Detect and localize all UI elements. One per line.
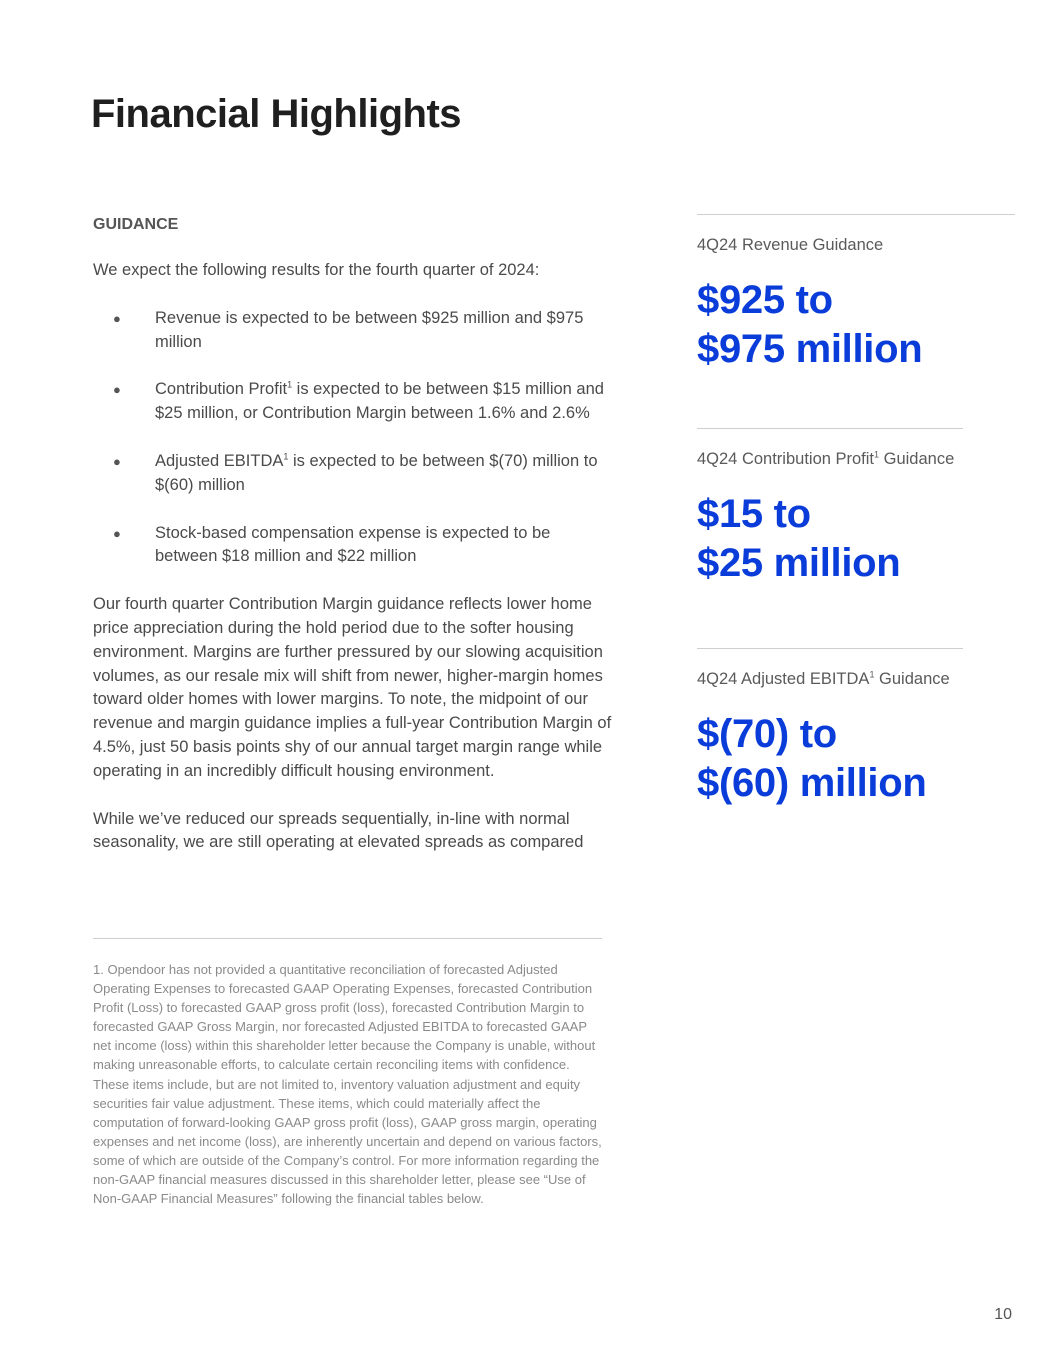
list-item <box>93 378 613 426</box>
kpi-value-line2: $(60) million <box>697 761 927 805</box>
kpi-contribution-profit <box>697 428 1027 588</box>
kpi-label-text: 4Q24 Adjusted EBITDA <box>697 670 870 688</box>
kpi-value <box>697 490 1027 588</box>
list-item-text: Adjusted EBITDA <box>155 451 284 470</box>
guidance-list <box>93 307 613 569</box>
footnote-ref: 1 <box>869 669 875 680</box>
bullet-icon: ● <box>113 382 121 398</box>
kpi-value-line2: $25 million <box>697 541 901 585</box>
list-item <box>93 307 613 355</box>
footnote-ref: 1 <box>287 379 293 390</box>
list-item <box>93 522 613 570</box>
footnote-ref: 1 <box>283 451 289 462</box>
kpi-label <box>697 668 1027 690</box>
kpi-label-suffix: Guidance <box>879 450 955 468</box>
footnote: 1. Opendoor has not provided a quantitative reconciliation of forecasted Adjusted Operating Expenses to forecasted GAAP Operating Expenses, forecasted Contribution Profit (Loss) to forecasted GAAP gross profit (loss), forecasted Contribution Margin to forecasted GAAP Gross Margin, nor forecasted Adjusted EBITDA to forecasted GAAP net income (loss) within this shareholder letter because the Company is unable, without making unreasonable efforts, to calculate certain reconciling items with confidence. These items include, but are not limited to, inventory valuation adjustment and equity securities fair value adjustment. These items, which could materially affect the computation of forward-looking GAAP gross profit (loss), GAAP gross margin, operating expenses and net income (loss), are inherently uncertain and depend on various factors, some of which are outside of the Company’s control. For more information regarding the non-GAAP financial measures discussed in this shareholder letter, please see “Use of Non-GAAP Financial Measures” following the financial tables below. <box>93 962 602 1207</box>
list-item-text: Stock-based compensation expense is expected to be between $18 million and $22 million <box>155 523 551 566</box>
kpi-adjusted-ebitda <box>697 648 1027 808</box>
footnote-ref: 1 <box>874 449 880 460</box>
list-item-text: Revenue is expected to be between $925 million and $975 million <box>155 308 584 351</box>
footnote-divider <box>93 938 602 939</box>
bullet-icon: ● <box>113 525 121 541</box>
kpi-divider <box>697 214 1015 215</box>
kpi-revenue <box>697 214 1027 374</box>
page-title: Financial Highlights <box>91 92 462 136</box>
kpi-label <box>697 234 1027 256</box>
guidance-paragraph-2: While we’ve reduced our spreads sequentially, in-line with normal seasonality, we are still operating at elevated spreads as compared <box>93 809 584 852</box>
list-item-text: Contribution Profit <box>155 380 288 399</box>
bullet-icon: ● <box>113 453 121 469</box>
kpi-value <box>697 276 1027 374</box>
guidance-section <box>93 214 613 855</box>
kpi-value <box>697 710 1027 808</box>
kpi-label-suffix: Guidance <box>874 670 950 688</box>
kpi-divider <box>697 648 963 649</box>
guidance-paragraph-1: Our fourth quarter Contribution Margin guidance reflects lower home price appreciation during the hold period due to the softer housing environment. Margins are further pressured by our slowing acquisition volumes, as our resale mix will shift from newer, higher-margin homes toward older homes with lower margins. To note, the midpoint of our revenue and margin guidance implies a full-year Contribution Margin of 4.5%, just 50 basis points shy of our annual target margin range while operating in an incredibly difficult housing environment. <box>93 595 612 780</box>
kpi-value-line1: $(70) to <box>697 712 837 756</box>
kpi-label-text: 4Q24 Revenue Guidance <box>697 236 884 254</box>
list-item <box>93 450 613 498</box>
kpi-value-line1: $925 to <box>697 278 833 322</box>
kpi-value-line2: $975 million <box>697 327 923 371</box>
kpi-value-line1: $15 to <box>697 492 811 536</box>
kpi-label <box>697 448 1027 470</box>
kpi-label-text: 4Q24 Contribution Profit <box>697 450 875 468</box>
bullet-icon: ● <box>113 310 121 326</box>
list-item-text-cont: is expected to be between $15 million and $25 million, or Contribution Margin between 1.6% and 2.6% <box>155 380 604 423</box>
guidance-intro: We expect the following results for the fourth quarter of 2024: <box>93 261 540 279</box>
list-item-text-cont: is expected to be between $(70) million to $(60) million <box>155 451 598 494</box>
kpi-divider <box>697 428 963 429</box>
page-number: 10 <box>994 1306 1012 1323</box>
section-heading: GUIDANCE <box>93 216 179 233</box>
